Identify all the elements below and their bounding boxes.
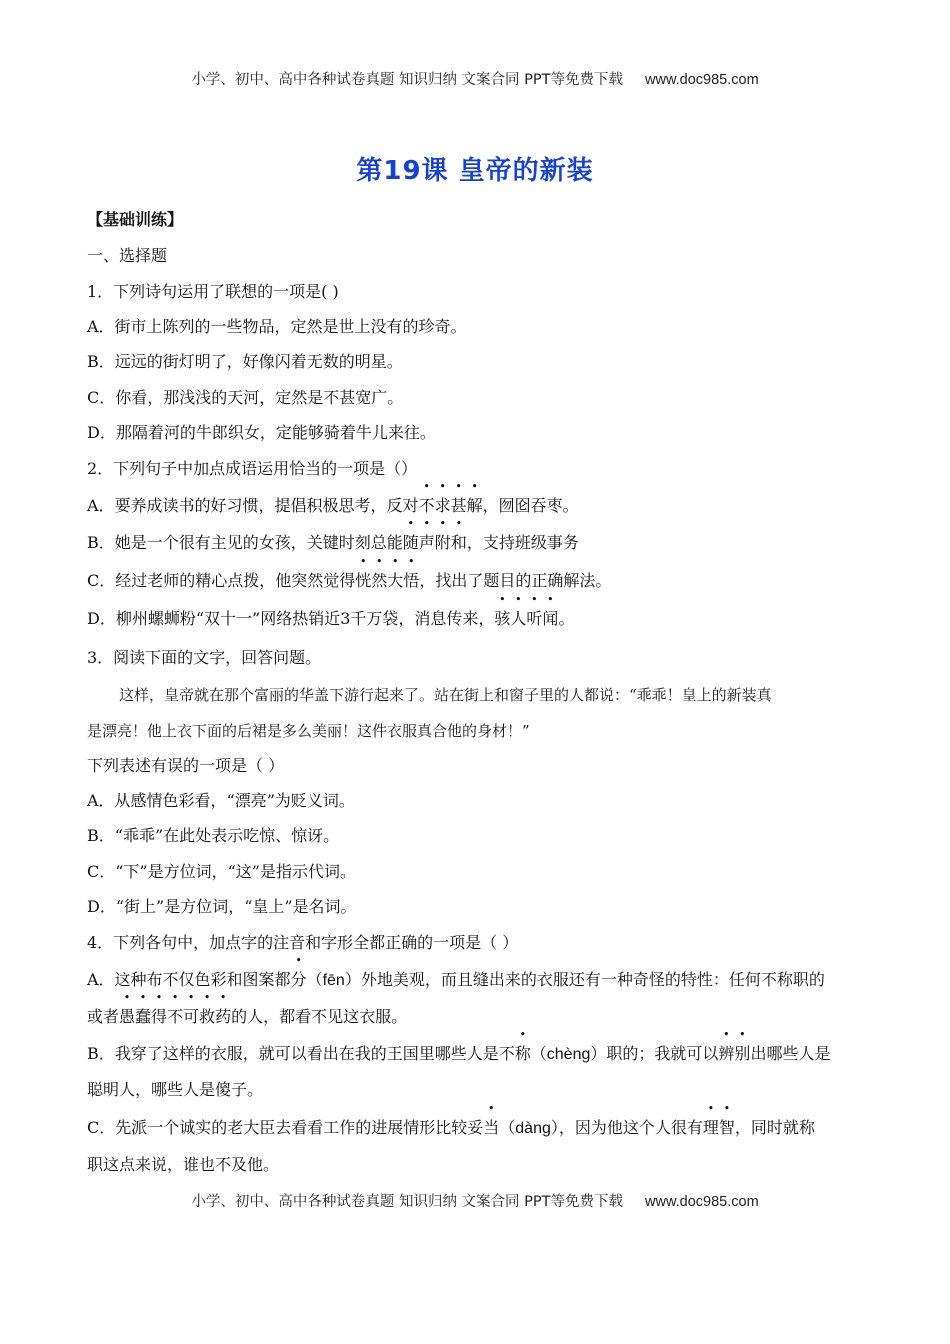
q4-stem: 4．下列各句中，加点字的注音和字形全都正确的一项是（ ） xyxy=(87,933,519,952)
q4-option-b-line1 xyxy=(87,1042,830,1067)
q4-b-text-end: 出哪些人是 xyxy=(750,1044,831,1063)
q4-a-text-end: 外地美观，而且缝出来的衣服还有一种奇怪的特性：任何不称职的 xyxy=(360,970,825,989)
dotted-char: 理 xyxy=(702,1118,719,1137)
dotted-char: 辨 xyxy=(718,1044,735,1063)
q1-option-d: D．那隔着河的牛郎织女，定能够骑着牛儿来往。 xyxy=(87,423,436,442)
q4-a2-text: 或者 xyxy=(87,1007,120,1026)
dotted-char: 智 xyxy=(718,1118,735,1137)
dotted-char: 解 xyxy=(466,496,483,515)
q3-passage-line2: 是漂亮！他上衣下面的后裙是多么美丽！这件衣服真合他的身材！” xyxy=(87,722,530,740)
dotted-char: 称 xyxy=(514,1044,531,1063)
dotted-char: 药 xyxy=(215,1007,232,1026)
q3-ask: 下列表述有误的一项是（ ） xyxy=(87,756,285,775)
q2-a-text: A．要养成读书的好习惯，提倡积极思考，反对 xyxy=(87,496,419,515)
dotted-char: 不 xyxy=(167,1007,184,1026)
q4-a2-text-end: 的人，都看不见这衣服。 xyxy=(231,1007,408,1026)
q1-option-c: C．你看，那浅浅的天河，定然是不甚宽广。 xyxy=(87,388,404,407)
q2-option-b xyxy=(87,531,579,555)
q2-option-c xyxy=(87,569,611,593)
q2-stem: 2．下列句子中加点成语运用恰当的一项是（） xyxy=(87,459,418,478)
q2-option-a xyxy=(87,494,579,518)
q2-c-text: C．经过老师的精心点拨，他突然觉得 xyxy=(87,571,356,590)
q3-option-d: D．“街上”是方位词，“皇上”是名词。 xyxy=(87,897,357,916)
footer-site[interactable]: www.doc985.com xyxy=(645,1194,759,1210)
q3-option-b: B．“乖乖”在此处表示吃惊、惊讶。 xyxy=(87,826,340,845)
dotted-char: 蠢 xyxy=(135,1007,152,1026)
section-heading: 【基础训练】 xyxy=(87,210,184,229)
dotted-char: 恍 xyxy=(355,571,372,590)
header-text: 小学、初中、高中各种试卷真题 知识归纳 文案合同 PPT等免费下载 xyxy=(191,72,624,88)
q2-d-text: D．柳州螺蛳粉“双十一”网络热销近3千万袋，消息传来， xyxy=(87,609,495,628)
dotted-char: 甚 xyxy=(450,496,467,515)
pinyin: （fēn） xyxy=(306,972,361,989)
part-heading: 一、选择题 xyxy=(87,246,168,265)
dotted-char: 然 xyxy=(371,571,388,590)
header-site[interactable]: www.doc985.com xyxy=(645,72,759,88)
q4-option-b-line2: 聪明人，哪些人是傻子。 xyxy=(87,1080,264,1099)
page-footer xyxy=(0,1190,950,1211)
dotted-char: 听 xyxy=(526,609,543,628)
dotted-char: 救 xyxy=(199,1007,216,1026)
q2-d-text-end: 。 xyxy=(558,609,575,628)
page-header xyxy=(0,68,950,89)
pinyin: （dàng） xyxy=(499,1120,559,1137)
dotted-char: 当 xyxy=(483,1118,500,1137)
footer-text: 小学、初中、高中各种试卷真题 知识归纳 文案合同 PPT等免费下载 xyxy=(191,1194,624,1210)
q3-option-a: A．从感情色彩看，“漂亮”为贬义词。 xyxy=(87,791,355,810)
dotted-char: 大 xyxy=(387,571,404,590)
dotted-char: 可 xyxy=(183,1007,200,1026)
q4-option-c-line2: 职这点来说，谁也不及他。 xyxy=(87,1155,280,1174)
dotted-char: 附 xyxy=(434,533,451,552)
dotted-char: 闻 xyxy=(542,609,559,628)
q4-c-text-mid: ，因为他这个人很有 xyxy=(558,1118,703,1137)
q2-b-text-end: ，支持班级事务 xyxy=(466,533,579,552)
q3-option-c: C．“下”是方位词，“这”是指示代词。 xyxy=(87,862,356,881)
pinyin: （chèng） xyxy=(530,1046,607,1063)
dotted-char: 分 xyxy=(290,970,307,989)
q4-c-text-end: ，同时就称 xyxy=(734,1118,815,1137)
dotted-char: 别 xyxy=(734,1044,751,1063)
q4-c-text: C．先派一个诚实的老大臣去看看工作的进展情形比较妥 xyxy=(87,1118,484,1137)
q4-option-a-line1 xyxy=(87,968,825,993)
dotted-char: 得 xyxy=(151,1007,168,1026)
dotted-char: 随 xyxy=(402,533,419,552)
q3-passage-line1: 这样，皇帝就在那个富丽的华盖下游行起来了。站在街上和窗子里的人都说：“乖乖！皇上的新装真 xyxy=(119,686,772,704)
q4-b-text-mid: 职的；我就可以 xyxy=(606,1044,719,1063)
q2-option-d xyxy=(87,607,574,631)
q1-stem: 1．下列诗句运用了联想的一项是( ) xyxy=(87,282,339,301)
q2-a-text-end: ，囫囵吞枣。 xyxy=(482,496,579,515)
q1-option-a: A．街市上陈列的一些物品，定然是世上没有的珍奇。 xyxy=(87,317,467,336)
q2-c-text-end: ，找出了题目的正确解法。 xyxy=(419,571,612,590)
dotted-char: 和 xyxy=(450,533,467,552)
dotted-char: 不 xyxy=(418,496,435,515)
dotted-char: 声 xyxy=(418,533,435,552)
dotted-char: 人 xyxy=(510,609,527,628)
q4-b-text: B．我穿了这样的衣服，就可以看出在我的王国里哪些人是不 xyxy=(87,1044,515,1063)
dotted-char: 愚 xyxy=(119,1007,136,1026)
q4-option-a-line2 xyxy=(87,1005,407,1029)
q4-a-text: A．这种布不仅色彩和图案都 xyxy=(87,970,291,989)
q3-stem: 3．阅读下面的文字，回答问题。 xyxy=(87,648,322,667)
page-title: 第19课 皇帝的新装 xyxy=(356,156,594,186)
q4-option-c-line1 xyxy=(87,1116,815,1141)
dotted-char: 求 xyxy=(434,496,451,515)
dotted-char: 骇 xyxy=(494,609,511,628)
q1-option-b: B．远远的街灯明了，好像闪着无数的明星。 xyxy=(87,352,403,371)
dotted-char: 悟 xyxy=(403,571,420,590)
q2-b-text: B．她是一个很有主见的女孩，关键时刻总能 xyxy=(87,533,403,552)
